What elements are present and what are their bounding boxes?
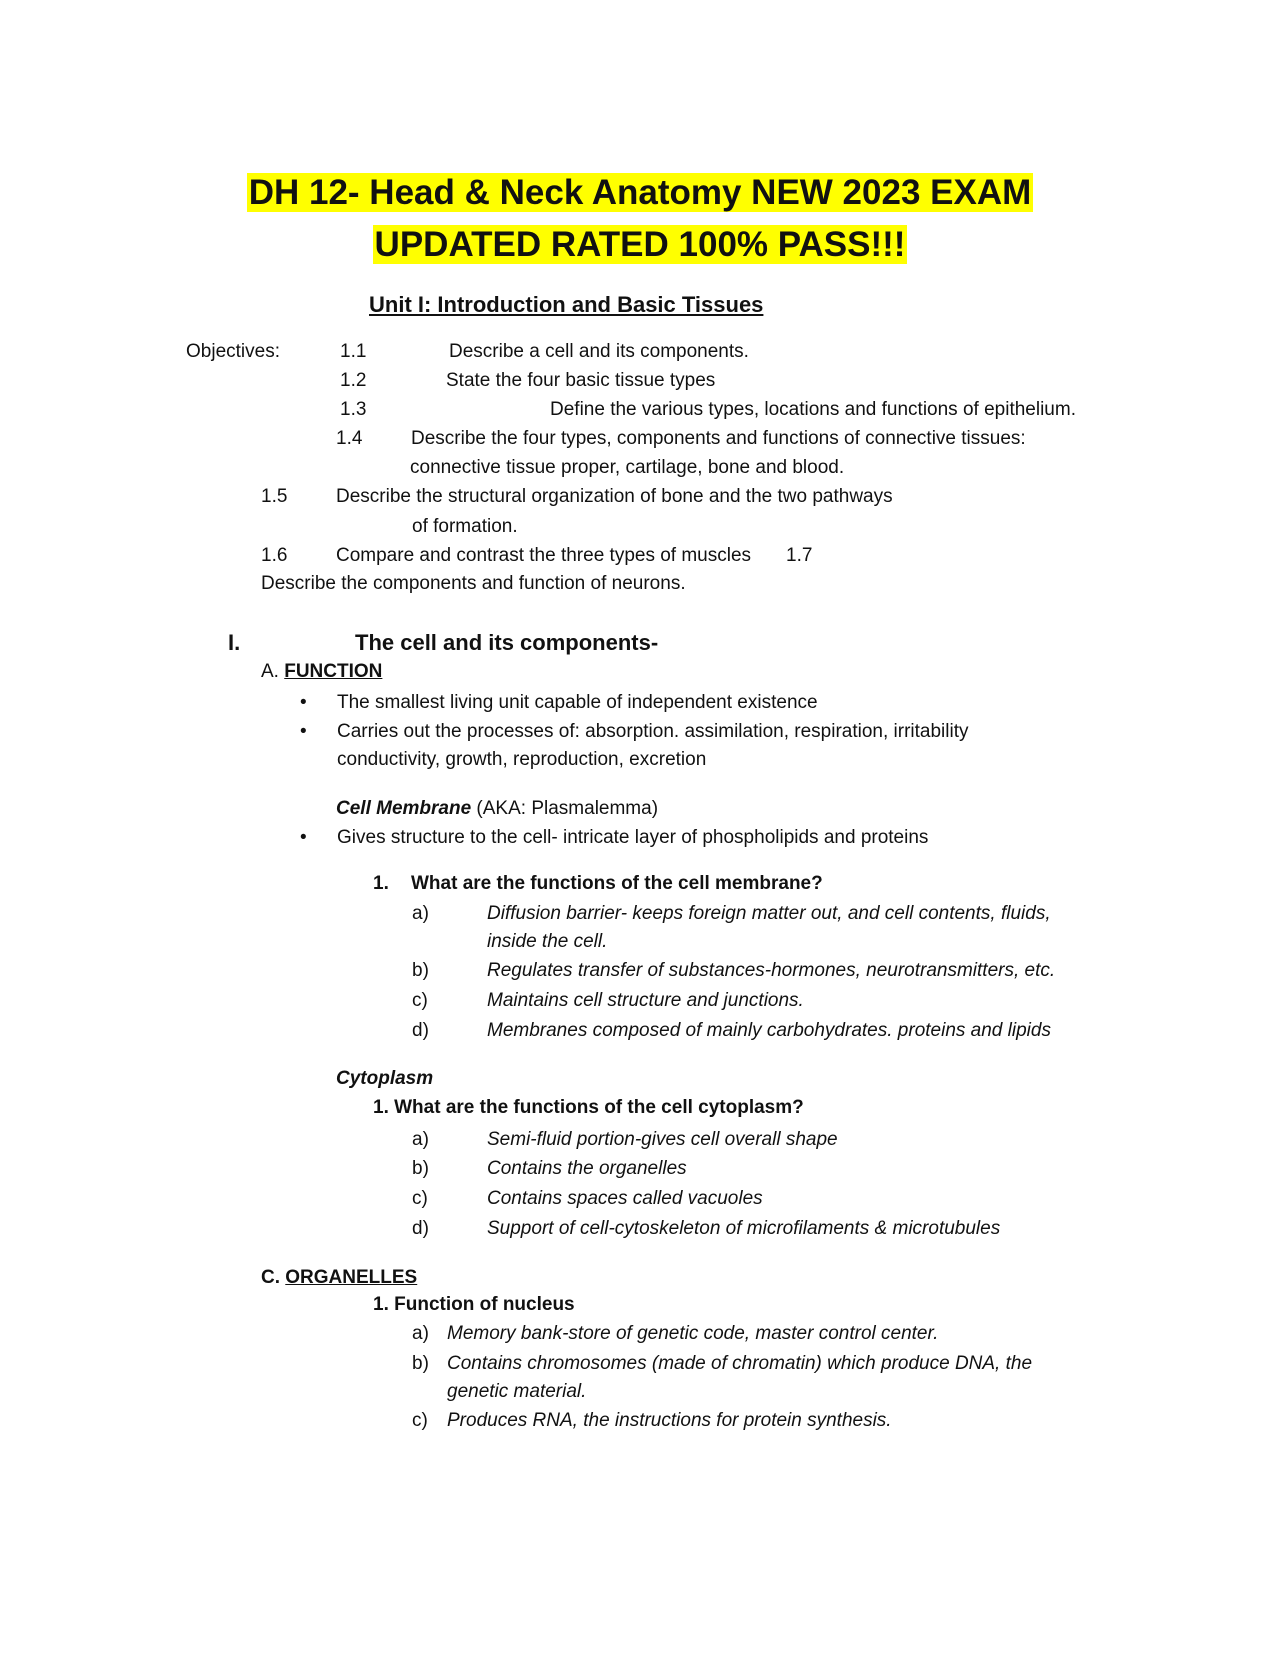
objective-text: Describe a cell and its components. bbox=[449, 341, 749, 362]
answer-letter: b) bbox=[412, 1353, 429, 1374]
answer-letter: a) bbox=[412, 903, 429, 924]
unit-heading: Unit I: Introduction and Basic Tissues bbox=[369, 292, 764, 317]
subsection-c-label: ORGANELLES bbox=[285, 1267, 418, 1288]
answer-text: Contains chromosomes (made of chromatin) which produce DNA, the bbox=[447, 1353, 1033, 1374]
answer-text-continued: genetic material. bbox=[447, 1381, 587, 1402]
cell-membrane-aka: (AKA: Plasmalemma) bbox=[471, 798, 659, 819]
objective-number: 1.4 bbox=[336, 428, 363, 449]
subsection-c-prefix: C. bbox=[261, 1267, 280, 1288]
document-title-line-1 bbox=[0, 173, 1280, 213]
objective-text: Describe the components and function of neurons. bbox=[261, 573, 686, 594]
bullet: • bbox=[300, 827, 307, 848]
objective-text: Describe the structural organization of bone and the two pathways bbox=[336, 486, 893, 507]
objective-number: 1.2 bbox=[340, 370, 367, 391]
subsection-a-label: FUNCTION bbox=[284, 661, 383, 682]
answer-text: Contains the organelles bbox=[487, 1158, 687, 1179]
objective-number: 1.6 bbox=[261, 545, 288, 566]
objective-number: 1.7 bbox=[786, 545, 813, 566]
bullet-text-continued: conductivity, growth, reproduction, excretion bbox=[337, 749, 707, 770]
nucleus-question: 1. Function of nucleus bbox=[373, 1294, 575, 1315]
document-title-line-2 bbox=[0, 225, 1280, 265]
answer-letter: c) bbox=[412, 1188, 428, 1209]
answer-text: Contains spaces called vacuoles bbox=[487, 1188, 763, 1209]
bullet-text: Carries out the processes of: absorption. assimilation, respiration, irritability bbox=[337, 721, 969, 742]
bullet: • bbox=[300, 692, 307, 713]
bullet: • bbox=[300, 721, 307, 742]
subsection-a-prefix: A. bbox=[261, 661, 279, 682]
objectives-label: Objectives: bbox=[186, 341, 280, 362]
objective-text-continued: of formation. bbox=[412, 516, 518, 537]
answer-text: Produces RNA, the instructions for protein synthesis. bbox=[447, 1410, 892, 1431]
section-numeral: I. bbox=[228, 630, 241, 655]
bullet-text: The smallest living unit capable of independent existence bbox=[337, 692, 818, 713]
cytoplasm-question: 1. What are the functions of the cell cytoplasm? bbox=[373, 1097, 804, 1118]
bullet-text: Gives structure to the cell- intricate layer of phospholipids and proteins bbox=[337, 827, 929, 848]
objective-number: 1.1 bbox=[340, 341, 367, 362]
answer-letter: d) bbox=[412, 1020, 429, 1041]
answer-letter: a) bbox=[412, 1129, 429, 1150]
answer-text: Regulates transfer of substances-hormones, neurotransmitters, etc. bbox=[487, 960, 1056, 981]
cell-membrane-title: Cell Membrane bbox=[336, 798, 472, 819]
objective-text: State the four basic tissue types bbox=[446, 370, 716, 391]
document-title-line-1-text: DH 12- Head & Neck Anatomy NEW 2023 EXAM bbox=[248, 173, 1032, 212]
answer-letter: c) bbox=[412, 990, 428, 1011]
answer-text-continued: inside the cell. bbox=[487, 931, 608, 952]
answer-letter: a) bbox=[412, 1323, 429, 1344]
objective-text-continued: connective tissue proper, cartilage, bone and blood. bbox=[410, 457, 845, 478]
objective-text: Describe the four types, components and functions of connective tissues: bbox=[411, 428, 1026, 449]
answer-text: Semi-fluid portion-gives cell overall shape bbox=[487, 1129, 838, 1150]
subsection-a-heading bbox=[261, 661, 382, 683]
answer-text: Memory bank-store of genetic code, master control center. bbox=[447, 1323, 939, 1344]
answer-text: Diffusion barrier- keeps foreign matter out, and cell contents, fluids, bbox=[487, 903, 1051, 924]
membrane-question: What are the functions of the cell membrane? bbox=[411, 873, 823, 894]
objective-number: 1.3 bbox=[340, 399, 367, 420]
answer-letter: b) bbox=[412, 960, 429, 981]
document-title-line-2-text: UPDATED RATED 100% PASS!!! bbox=[374, 225, 906, 264]
question-number: 1. bbox=[373, 873, 389, 894]
objective-number: 1.5 bbox=[261, 486, 288, 507]
section-heading: The cell and its components- bbox=[355, 630, 659, 655]
answer-letter: b) bbox=[412, 1158, 429, 1179]
answer-text: Maintains cell structure and junctions. bbox=[487, 990, 804, 1011]
answer-letter: c) bbox=[412, 1410, 428, 1431]
objective-text: Compare and contrast the three types of muscles bbox=[336, 545, 752, 566]
objective-text: Define the various types, locations and functions of epithelium. bbox=[550, 399, 1076, 420]
cell-membrane-heading bbox=[336, 798, 658, 820]
answer-text: Membranes composed of mainly carbohydrates. proteins and lipids bbox=[487, 1020, 1051, 1041]
cytoplasm-heading: Cytoplasm bbox=[336, 1068, 434, 1089]
answer-text: Support of cell-cytoskeleton of microfilaments & microtubules bbox=[487, 1218, 1001, 1239]
subsection-c-heading bbox=[261, 1267, 417, 1289]
answer-letter: d) bbox=[412, 1218, 429, 1239]
